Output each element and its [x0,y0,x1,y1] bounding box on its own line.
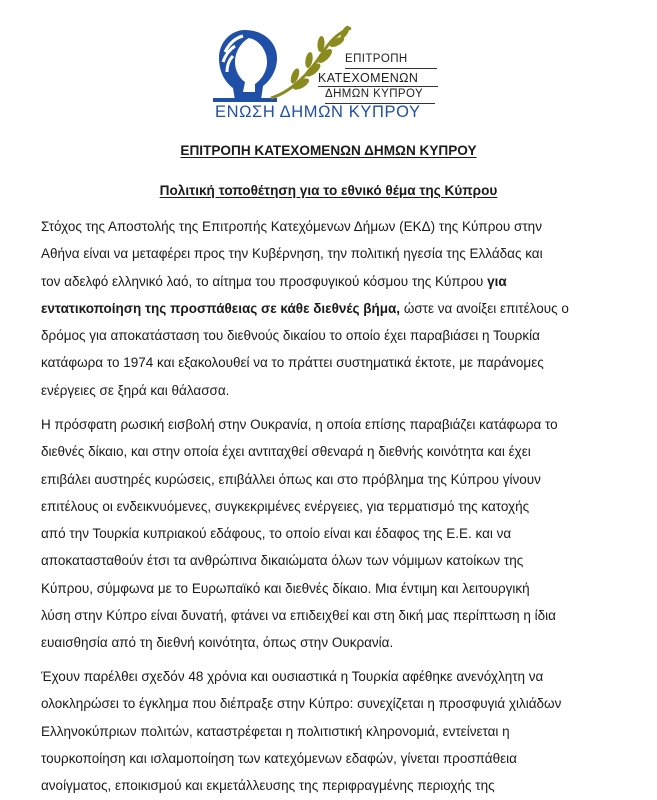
text-line: αποκατασταθούν έτσι τα ανθρώπινα δικαιώματα όλων των νόμιμων κατοίκων της [41,553,524,569]
document-heading-text: ΕΠΙΤΡΟΠΗ ΚΑΤΕΧΟΜΕΝΩΝ ΔΗΜΩΝ ΚΥΠΡΟΥ [180,143,477,158]
document-heading [0,143,657,158]
text-line: ενέργειες σε ξηρά και θάλασσα. [41,382,230,398]
text-line: επιτέλους οι ενδεικνυόμενες, συγκεκριμένες ενέργειες, για τερματισμό της κατοχής [41,498,530,514]
text-line [41,295,641,322]
logo-text-line-3: ΔΗΜΩΝ ΚΥΠΡΟΥ [325,88,424,100]
bold-text: για [487,273,507,289]
text-line: Κύπρου, σύμφωνα με το Ευρωπαϊκό και διεθνές δίκαιο. Μια έντιμη και λειτουργική [41,580,530,596]
logo-rule [318,86,438,87]
text-line: επιβάλει αυστηρές κυρώσεις, επιβάλλει όπως και στο πρόβλημα της Κύπρου γίνουν [41,471,541,487]
union-logo [205,22,445,122]
document-subheading-text: Πολιτική τοποθέτηση για το εθνικό θέμα της Κύπρου [159,183,498,198]
text-line: κατάφωρα το 1974 και εξακολουθεί να το πράττει συστηματικά έκτοτε, με παράνομες [41,355,544,371]
text-line: δρόμος για αποκατάσταση του διεθνούς δικαίου το οποίο έχει παραβιάσει η Τουρκία [41,328,540,344]
text-line: ευαισθησία από τη διεθνή κοινότητα, όπως στην Ουκρανία. [41,635,394,651]
paragraph-1 [41,213,641,404]
text-line: Ελληνοκύπριων πολιτών, καταστρέφεται η πολιτιστική κληρονομιά, εντείνεται η [41,723,510,739]
logo-text-line-1: ΕΠΙΤΡΟΠΗ [345,53,408,65]
bold-text: εντατικοποίηση της προσπάθειας σε κάθε διεθνές βήμα, [41,300,401,316]
text-line: ανοίγματος, εποικισμού και εκμετάλλευσης της περιφραγμένης περιοχής της [41,778,495,794]
text-line: ολοκληρώσει το έγκλημα που διέπραξε στην Κύπρο: συνεχίζεται η προσφυγιά χιλιάδων [41,696,562,712]
text-line: λύση στην Κύπρο είναι δυνατή, φτάνει να επιδειχθεί και στη δική μας περίπτωση η ίδια [41,608,556,624]
text-line: Στόχος της Αποστολής της Επιτροπής Κατεχόμενων Δήμων (ΕΚΔ) της Κύπρου στην [41,219,542,234]
text-line: Έχουν παρέλθει σχεδόν 48 χρόνια και ουσιαστικά η Τουρκία αφέθηκε ανενόχλητη να [41,669,544,684]
text-span: ώστε να ανοίξει επιτέλους ο [400,300,569,316]
logo-union-text: ΕΝΩΣΗ ΔΗΜΩΝ ΚΥΠΡΟΥ [215,103,421,121]
text-line: από την Τουρκία κυπριακού εδάφους, το οποίο είναι και έδαφος της Ε.Ε. και να [41,526,512,542]
text-line: διεθνές δίκαιο, και στην οποία έχει αντιταχθεί σθεναρά η διεθνής κοινότητα και έχει [41,444,531,460]
text-line: Αθήνα είναι να μεταφέρει προς την Κυβέρνηση, την πολιτική ηγεσία της Ελλάδας και [41,246,543,262]
document-subheading [0,183,657,198]
text-line [41,268,641,295]
paragraph-3 [41,663,641,799]
text-line: Η πρόσφατη ρωσική εισβολή στην Ουκρανία, η οποία επίσης παραβιάζει κατάφωρα το [41,417,558,432]
text-span: τον αδελφό ελληνικό λαό, το αίτημα του προσφυγικού κόσμου της Κύπρου [41,273,488,289]
text-line: τουρκοποίηση και ισλαμοποίηση των κατεχόμενων εδαφών, γίνεται προσπάθεια [41,750,517,766]
logo-rule [345,68,437,69]
logo-text-line-2: ΚΑΤΕΧΟΜΕΝΩΝ [318,71,419,85]
paragraph-2 [41,411,641,657]
